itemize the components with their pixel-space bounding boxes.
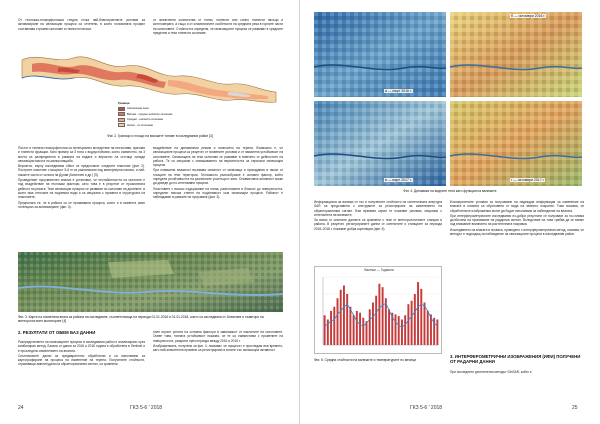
- chart-point: [379, 307, 380, 308]
- paragraph: Изображенията, получени за фиг. 4, показват, че процесът е проследим във времето, като най-значителни промени са регистрирани в зоните със свлачищна активност.: [153, 343, 283, 353]
- legend-item: [118, 112, 238, 116]
- chart-bar: [411, 301, 413, 345]
- legend-item: [118, 118, 238, 122]
- chart-bar: [324, 315, 326, 345]
- chart-bar: [414, 294, 416, 345]
- page-number: 25: [572, 405, 578, 411]
- chart-point: [437, 326, 438, 327]
- chart-point: [356, 321, 357, 322]
- legend-label: Средни - ниски/по склонове: [127, 117, 164, 122]
- chart-point: [404, 324, 405, 325]
- body-column-2: [153, 146, 283, 249]
- chart-bar: [382, 287, 384, 345]
- chart-point: [359, 324, 360, 325]
- paragraph: Изследването на влагата в почвата, проведено с интерферометричния метод, показва, че методът е подходящ за наблюдение на свлачищните процеси в изследвания район.: [450, 227, 584, 237]
- chart-title: Валежи — Годишни: [364, 268, 394, 272]
- satellite-label-d: г — октомври 2017 г.: [511, 178, 545, 182]
- map-legend: [118, 102, 238, 129]
- figure-3-caption: Фиг. 3. Карта на почвената влага за района на изследване, съответстваща на периода 01.01.2016 и 01.01.2018, която са изследвани от Алексиев и съавтори на метеорологичен мониторинг [4]: [18, 315, 264, 324]
- chart-point: [433, 322, 434, 323]
- chart-bar: [401, 320, 403, 346]
- satellite-label-b: б — октомври 2016 г.: [511, 14, 546, 18]
- chart-point: [417, 306, 418, 307]
- chart-bar: [337, 298, 339, 345]
- chart-point: [363, 326, 364, 327]
- chart-point: [408, 320, 409, 321]
- figure-4-caption: Фиг. 4. Динамика на водните тела като функция на валежите: [403, 189, 497, 193]
- chart-bar: [343, 286, 345, 346]
- chart-point: [375, 312, 376, 313]
- chart-point: [340, 310, 341, 311]
- chart-point: [414, 311, 415, 312]
- intro-column-2: [153, 18, 283, 44]
- chart-bar: [420, 289, 422, 345]
- journal-label: ГКЗ 5-6 ' 2018: [130, 405, 163, 411]
- precipitation-chart: [315, 273, 442, 354]
- legend-swatch: [118, 112, 125, 116]
- chart-point: [330, 321, 331, 322]
- right-page: [300, 0, 600, 424]
- chart-bar: [427, 311, 429, 345]
- chart-bar: [388, 309, 390, 345]
- chart-bar: [372, 303, 374, 346]
- legend-label: Високи - средно ниски/по склонове: [127, 111, 173, 116]
- intro-column-1: [18, 18, 145, 44]
- legend-label: Ниски - по склонове: [127, 122, 154, 127]
- paragraph: въздействие на динамичния режим и наличието на терена. Възможно е, че свлачищните процеси са резултат от почвените условия и от намалена устойчивост на склоновете. Свлачищата на тези склонове се развиват в повечето от дейностите на работа. Те са свързани с повишаването на вероятността за сериозни свлачищни процеси.: [153, 146, 283, 168]
- legend-swatch: [118, 118, 125, 122]
- paragraph: Предполага се, че в района са се проявявали процеси, които и в момента имат потенциал за активизиране (фиг. 3).: [18, 200, 145, 209]
- chart-point: [327, 323, 328, 324]
- chart-bar: [404, 315, 406, 345]
- figure-3-satellite-map: [18, 252, 283, 312]
- chart-point: [430, 317, 431, 318]
- chart-bar: [333, 307, 335, 345]
- paragraph: поле играят ролята на основни фактори в зависимост от наклоните на склоновете. Освен това, тяхната устойчивост показва, че те са съвместими с промените на повърхността, разкрити през периода между 2016 и 2018 г.: [153, 330, 283, 343]
- section-3-text: [450, 370, 584, 386]
- intro-paragraph-2: от значителни количества от глини, глинести или силно глинести пясъци и конгломерати, а също и от климатичните особености на средната река в горните части на склоновете. Стойността определя, че свлачищните процеси се развиват в средните пределни и тези глинести склонове.: [153, 18, 283, 35]
- paragraph: Пъстот и тяхната геоморфология са потенциално вследствие на песъчливи, прахови и глинести фракции. Като пример за 3 типа с водоустойчиви, които съвместно, на 3 места са разпределени в рамката на водата и вероятно на стотици хиляди свлачищни маси в по-малки мащаби.: [18, 146, 145, 163]
- chart-bar: [349, 307, 351, 345]
- chart-point: [353, 315, 354, 316]
- chart-bar: [359, 313, 361, 345]
- paragraph: Проведеният проучвателен анализ е установил, че нестабилността на склоните е под въздействие на геоложки фактори, като това е в резултат от ерозионната дейност на реката. Тези свлачищни процеси се развиват по склонове на долините, в които има оттичане на подземни води и са свързани с промени в структурата на пластовете.: [18, 178, 145, 200]
- chart-point: [372, 316, 373, 317]
- legend-title: Граница: [118, 101, 130, 105]
- chart-point: [350, 309, 351, 310]
- chart-point: [421, 304, 422, 305]
- chart-point: [392, 316, 393, 317]
- paragraph: Благоприятните условия за получаване на надеждна информация за изменение на влагата в почвата са обусловени от вида на земното покритие. Това показва, че обработените изображения могат да бъдат използвани за наблюдение на влагата.: [450, 200, 584, 213]
- right-body-column-2: [450, 200, 584, 340]
- body-column-1: [18, 146, 145, 249]
- chart-bar: [436, 320, 438, 346]
- paragraph: Спътниковите данни са предварително обработени и са използвани за картографиране на процеса на изменение на терена. Получените стойности, отразяващи амплитудата на обратнорасеяния сигнал, са сравнени.: [18, 353, 145, 367]
- legend-label: Свлачищна зона: [127, 106, 149, 110]
- chart-bar: [378, 284, 380, 345]
- paragraph: За всеки от сезоните данните са сравнени с тези от метеорологичните станции в района. В резултат, регистрираните данни от сателитите и станциите за периода 2016–2018 г. показват добра корелация (фиг. 5).: [314, 218, 442, 231]
- legend-swatch: [118, 123, 125, 127]
- body-column-4: [153, 330, 283, 396]
- paragraph: Разпределението на свлачищните процеси в изследвания район е анализирано чрез комбиниран метод. Базата от данни за 2016 и 2018 година е обработена в Sentinel и е проследено изменението на влагата.: [18, 340, 145, 353]
- chart-bar: [353, 315, 355, 345]
- chart-point: [366, 322, 367, 323]
- chart-bar: [369, 309, 371, 345]
- paragraph: При последните десетилетия методът DInSAR, който е: [450, 370, 532, 374]
- chart-point: [427, 310, 428, 311]
- figure-5-chart: [314, 266, 442, 354]
- chart-point: [369, 319, 370, 320]
- right-body-column-1: [314, 200, 442, 264]
- body-column-3: [18, 340, 145, 396]
- chart-bar: [407, 304, 409, 345]
- paragraph: При повишена влажност възниква опасност от свлачища и пропадания в някои от площите на тези територии. Геоложкото разнообразие е основен фактор, който определя устойчивостта на различните участъци и зони. Сеизмичната активност може да доведе до по-интензивни процеси.: [153, 168, 283, 186]
- chart-point: [398, 325, 399, 326]
- chart-bar: [346, 294, 348, 345]
- chart-bar: [366, 321, 368, 345]
- chart-point: [401, 326, 402, 327]
- figure-2-map: [18, 42, 280, 130]
- satellite-grid-image: [314, 12, 582, 186]
- chart-point: [324, 326, 325, 327]
- chart-bar: [375, 296, 377, 345]
- chart-bar: [340, 290, 342, 345]
- chart-bar: [356, 311, 358, 345]
- chart-point: [343, 306, 344, 307]
- legend-item: [118, 107, 238, 111]
- chart-point: [346, 304, 347, 305]
- chart-point: [382, 304, 383, 305]
- legend-swatch: [118, 107, 125, 111]
- figure-4-satellite-grid: [314, 12, 582, 186]
- figure-5-caption: Фиг. 5. Средни стойности на валежите и температурите по месеци: [314, 358, 417, 362]
- chart-point: [411, 315, 412, 316]
- satellite-label-a: а — март 2016 г.: [385, 89, 412, 93]
- section-2-heading: 2. РЕЗУЛТАТИ ОТ ОБЕМ БАЗ ДАННИ: [18, 330, 96, 335]
- paragraph: При интерферометричните изследвания по-добри резултати се получават за по-голяма дълбочина на проникване на радарния сигнал. Вследствие на това трябва да се вземе под внимание влиянието на растителната покривка.: [450, 213, 584, 227]
- chart-point: [337, 314, 338, 315]
- chart-point: [385, 303, 386, 304]
- chart-point: [395, 321, 396, 322]
- section-3-heading: 3. ИНТЕРФЕРОМЕТРИЧНИ ИЗОБРАЖЕНИЯ (ИФИ) ПОЛУЧЕНИ ОТ РАДАРНИ ДАННИ: [450, 354, 581, 365]
- chart-bar: [395, 314, 397, 345]
- chart-bar: [330, 311, 332, 345]
- chart-bar: [362, 318, 364, 345]
- paragraph: Вероятно, върху изследвания обект се предполагат следните пластове (фиг. 2). Пъстрите пластове с мощност 5-6 m са разполагани под кватернерни наноси, и най-ниските части от склона на Дунав (Киселчев и др.) [3].: [18, 164, 145, 177]
- chart-bar: [424, 303, 426, 346]
- legend-item: [118, 123, 238, 127]
- chart-point: [334, 319, 335, 320]
- chart-point: [424, 305, 425, 306]
- soil-moisture-map: [18, 252, 283, 312]
- figure-2-caption: Фиг. 2. Граници и площи на високите типове в изследвания район [3]: [107, 134, 213, 138]
- chart-point: [388, 309, 389, 310]
- paragraph: Пластовете с високо съдържание на глина, разположени в близост до повърхността, определят висока степен на податливост към свлачищни процеси. Районът е наблюдаван в рамките на проучване (фиг. 3).: [153, 186, 283, 200]
- page-number: 24: [18, 405, 24, 411]
- chart-bar: [398, 316, 400, 345]
- paragraph: Информацията за валежи от тях и получените стойности на синтетичната апертура SAR са представени с инструмент за регистриране на изменението на обратнорасеяния сигнал. Във времеви серии те показват разлики, свързани с интензитета на валежите.: [314, 200, 442, 217]
- journal-label: ГКЗ 5-6 ' 2018: [410, 405, 443, 411]
- intro-paragraph-1: От геоложко-геоморфоложка гледна точка най-благоприятните условия за активизиране на свлачищни процеси са отчетени, в които половината профил съставлява стръмни склонове и глинести наноси.: [18, 18, 145, 31]
- satellite-label-c: в — март 2017 г.: [385, 178, 412, 182]
- chart-bar: [417, 282, 419, 345]
